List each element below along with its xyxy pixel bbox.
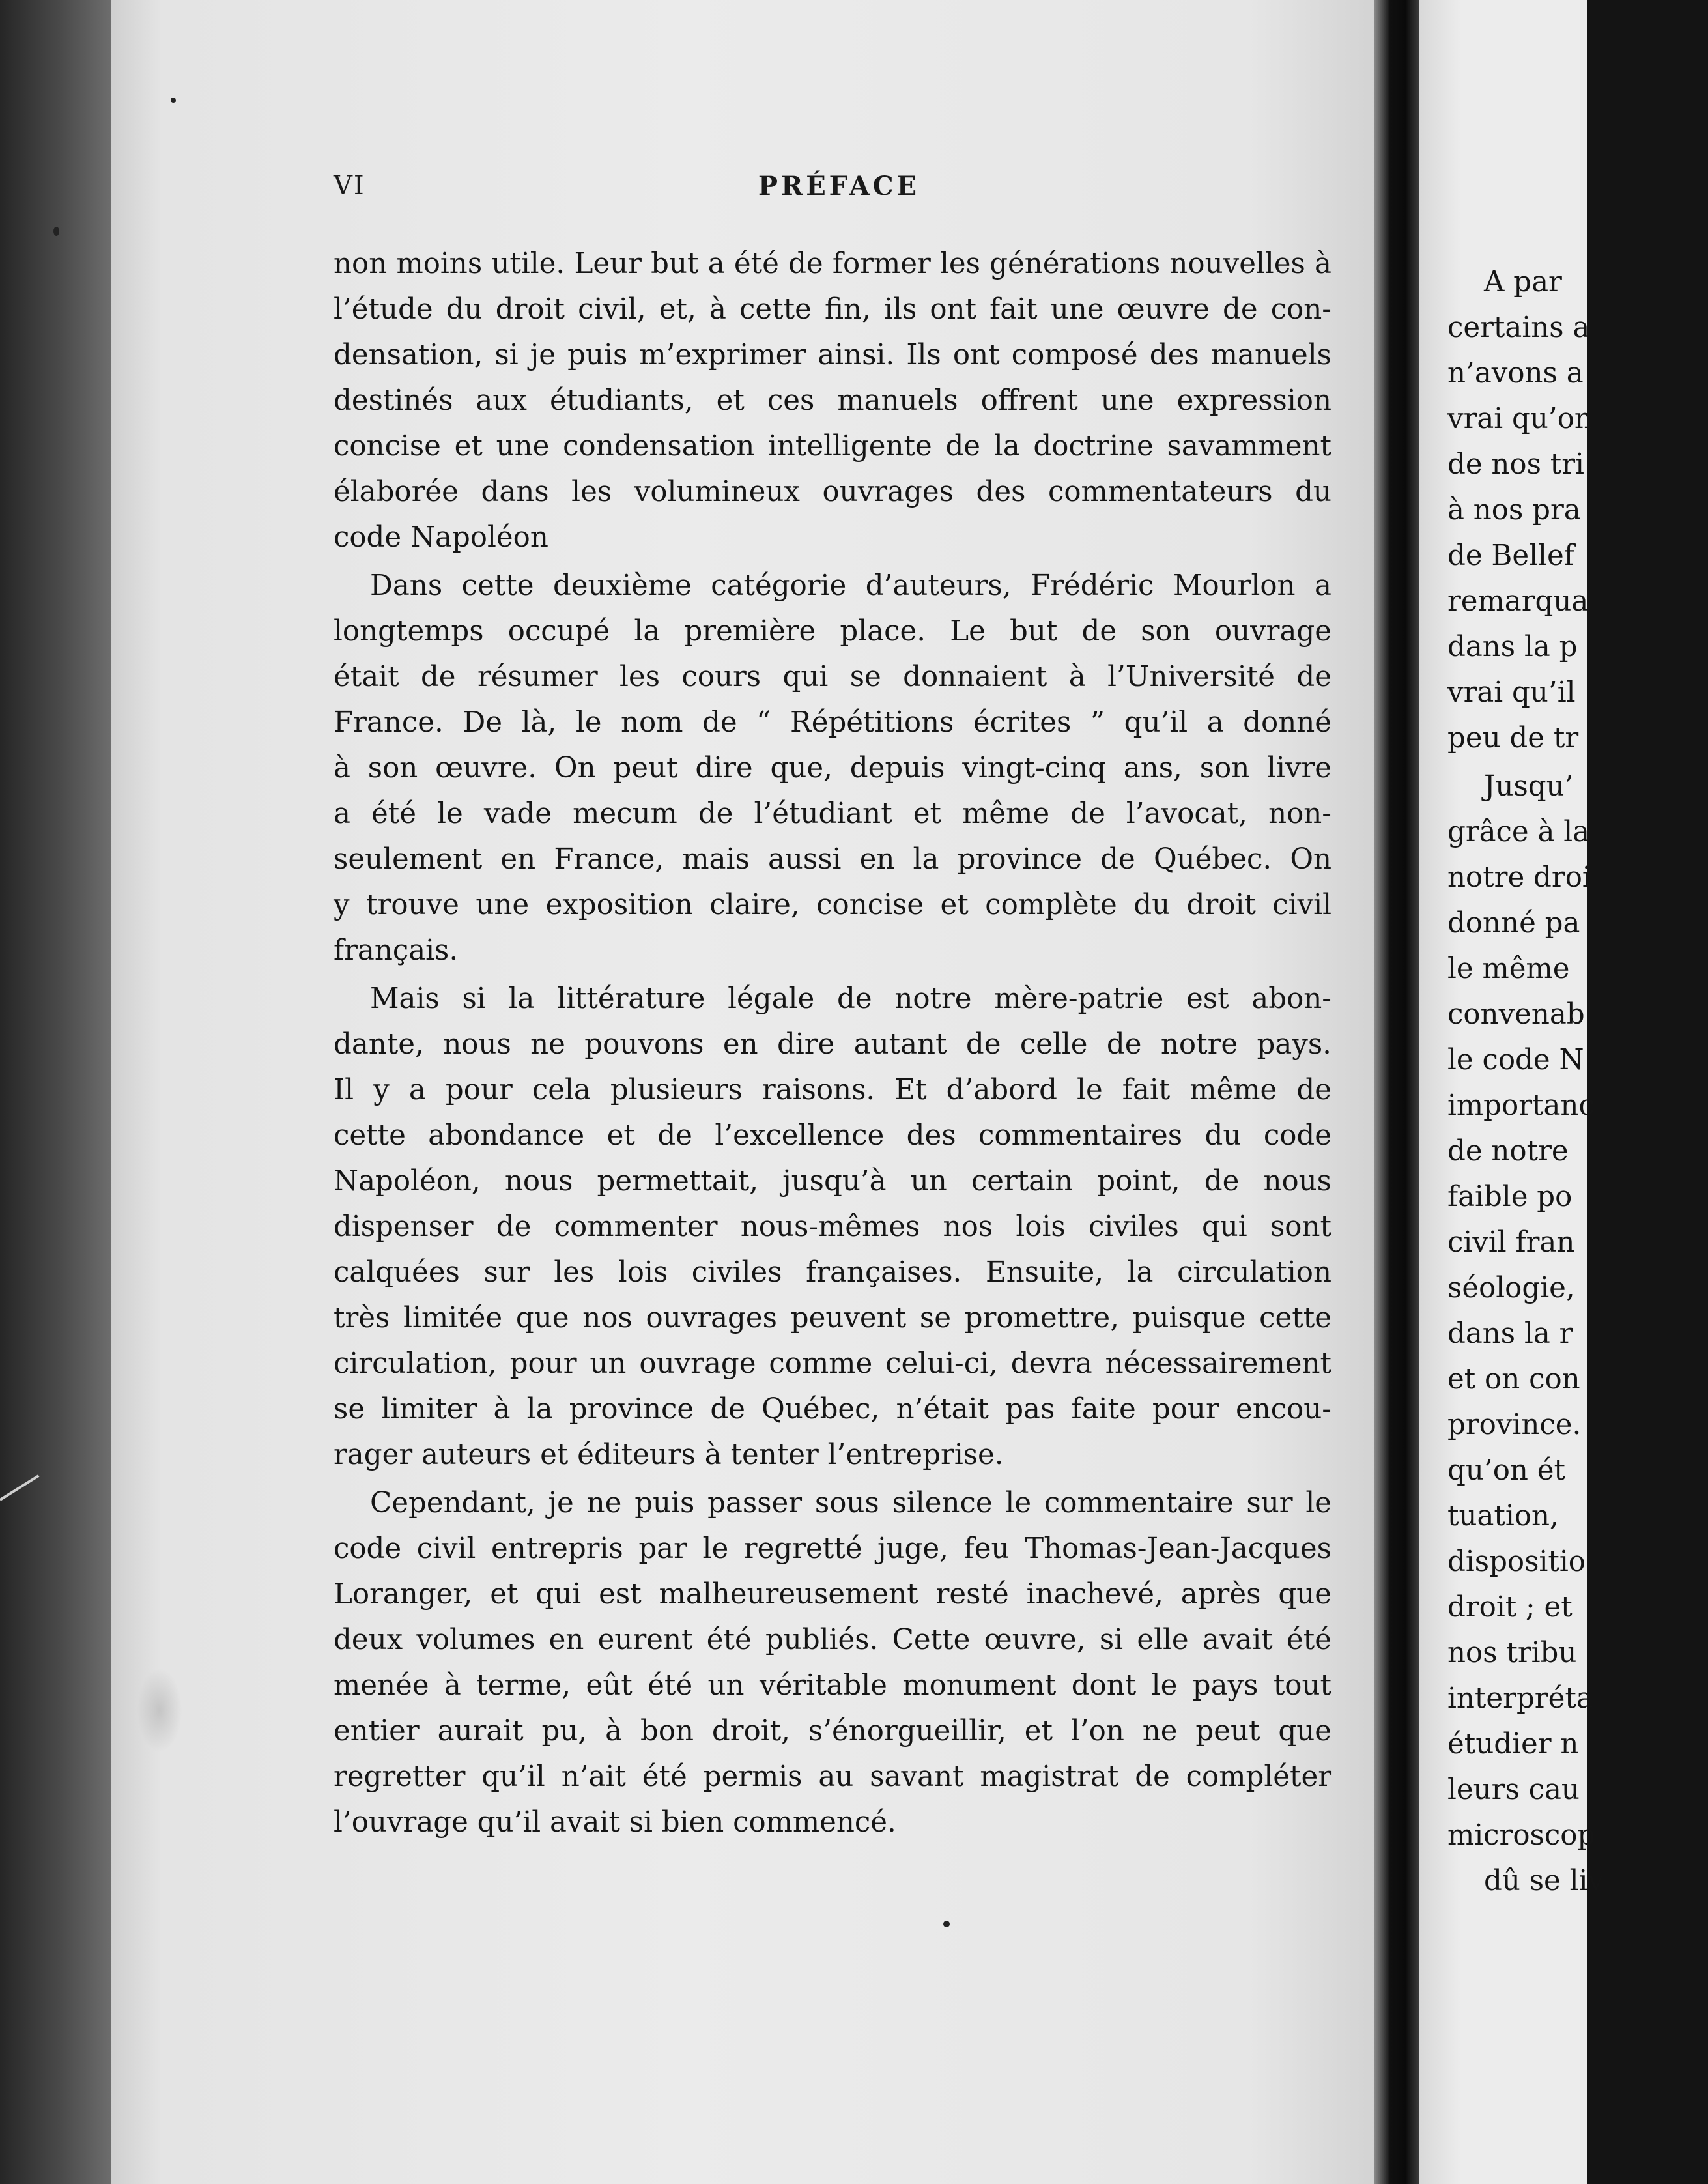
paragraph [334, 241, 1331, 560]
text-line: l’ouvrage qu’il avait si bien commencé. [334, 1806, 896, 1839]
ink-speck [53, 227, 59, 236]
facing-page-line: le même [1447, 953, 1570, 985]
facing-page-line: civil fran [1447, 1226, 1575, 1259]
text-line: rager auteurs et éditeurs à tenter l’entreprise. [334, 1439, 1004, 1471]
scan-left-margin [0, 0, 111, 2184]
facing-page-line: faible po [1447, 1181, 1573, 1213]
text-line: Cependant, je ne puis passer sous silence le commentaire sur le [370, 1487, 1331, 1519]
facing-page-line: certains a [1447, 311, 1590, 344]
paragraph [334, 1480, 1331, 1845]
facing-page-line: nos tribu [1447, 1637, 1577, 1669]
ink-speck [171, 98, 176, 103]
text-line: à son œuvre. On peut dire que, depuis vingt-cinq ans, son livre [334, 752, 1331, 784]
text-line: très limitée que nos ouvrages peuvent se promettre, puisque cette [334, 1302, 1331, 1334]
text-line: se limiter à la province de Québec, n’était pas faite pour encou- [334, 1393, 1331, 1426]
body-text [334, 241, 1331, 1848]
running-title: PRÉFACE [758, 171, 920, 201]
text-line: dante, nous ne pouvons en dire autant de celle de notre pays. [334, 1028, 1331, 1061]
text-line: circulation, pour un ouvrage comme celui-ci, devra nécessairement [334, 1347, 1331, 1380]
facing-page-line: importanc [1447, 1089, 1595, 1122]
text-line: deux volumes en eurent été publiés. Cette œuvre, si elle avait été [334, 1624, 1331, 1656]
book-gutter [1374, 0, 1419, 2184]
facing-page-line: grâce à la [1447, 816, 1590, 848]
facing-page-line: vrai qu’on [1447, 403, 1593, 435]
facing-page-line: notre droi [1447, 861, 1591, 894]
facing-page-line: n’avons a [1447, 357, 1584, 390]
text-line: Il y a pour cela plusieurs raisons. Et d’abord le fait même de [334, 1074, 1331, 1106]
text-line: seulement en France, mais aussi en la province de Québec. On [334, 843, 1331, 876]
facing-page-line: A par [1484, 266, 1562, 298]
text-line: Loranger, et qui est malheureusement resté inachevé, après que [334, 1578, 1331, 1611]
text-line: concise et une condensation intelligente de la doctrine savamment [334, 430, 1331, 463]
facing-page-line: à nos pra [1447, 494, 1581, 526]
text-line: français. [334, 934, 459, 967]
facing-page-line: microscop [1447, 1819, 1596, 1852]
facing-page-line: donné pa [1447, 907, 1580, 940]
facing-page-line: remarqua [1447, 585, 1589, 618]
text-line: y trouve une exposition claire, concise et complète du droit civil [334, 889, 1331, 921]
text-line: longtemps occupé la première place. Le but de son ouvrage [334, 615, 1331, 648]
facing-page-line: peu de tr [1447, 722, 1579, 754]
facing-page-line: de Bellef [1447, 539, 1574, 572]
facing-page-line: Jusqu’ [1484, 770, 1574, 803]
facing-page-line: qu’on ét [1447, 1454, 1565, 1487]
facing-page-text [1447, 259, 1708, 1904]
text-line: Dans cette deuxième catégorie d’auteurs, Frédéric Mourlon a [370, 569, 1331, 602]
facing-page-line: étudier n [1447, 1728, 1579, 1760]
facing-page-line: dispositio [1447, 1545, 1586, 1578]
text-line: menée à terme, eût été un véritable monument dont le pays tout [334, 1669, 1331, 1702]
facing-page-line: et on con [1447, 1363, 1580, 1396]
facing-page-line: vrai qu’il [1447, 676, 1576, 709]
text-line: code Napoléon [334, 521, 548, 554]
facing-page-line: interpréta [1447, 1682, 1593, 1715]
text-line: calquées sur les lois civiles françaises. Ensuite, la circulation [334, 1256, 1331, 1289]
paragraph [334, 976, 1331, 1478]
facing-page-line: dans la p [1447, 631, 1578, 663]
facing-page-line: de notre [1447, 1135, 1569, 1168]
facing-page-line: leurs cau [1447, 1774, 1580, 1806]
text-line: densation, si je puis m’exprimer ainsi. Ils ont composé des manuels [334, 339, 1331, 371]
facing-page-line: convenab [1447, 998, 1585, 1031]
facing-page-line: tuation, [1447, 1500, 1559, 1532]
text-line: était de résumer les cours qui se donnaient à l’Université de [334, 661, 1331, 693]
facing-page-line: de nos tri [1447, 448, 1584, 481]
page-number: VI [334, 171, 365, 201]
text-line: l’étude du droit civil, et, à cette fin, ils ont fait une œuvre de con- [334, 293, 1331, 326]
facing-page-line: dû se liv [1484, 1865, 1604, 1897]
text-line: élaborée dans les volumineux ouvrages des commentateurs du [334, 476, 1331, 508]
running-head [334, 171, 1345, 210]
text-line: destinés aux étudiants, et ces manuels offrent une expression [334, 384, 1331, 417]
facing-page-line: province. [1447, 1409, 1582, 1441]
facing-page-line: séologie, [1447, 1272, 1575, 1304]
text-line: France. De là, le nom de “ Répétitions écrites ” qu’il a donné [334, 706, 1331, 739]
text-line: dispenser de commenter nous-mêmes nos lois civiles qui sont [334, 1211, 1331, 1243]
facing-page-line: droit ; et [1447, 1591, 1573, 1624]
text-line: Napoléon, nous permettait, jusqu’à un certain point, de nous [334, 1165, 1331, 1198]
facing-page-line: le code N [1447, 1044, 1584, 1076]
text-line: entier aurait pu, à bon droit, s’énorgueillir, et l’on ne peut que [334, 1715, 1331, 1747]
text-line: code civil entrepris par le regretté juge, feu Thomas-Jean-Jacques [334, 1532, 1331, 1565]
text-line: a été le vade mecum de l’étudiant et même de l’avocat, non- [334, 797, 1331, 830]
page-smudge [137, 1668, 182, 1753]
paragraph [334, 563, 1331, 973]
text-line: non moins utile. Leur but a été de former les générations nouvelles à [334, 248, 1331, 280]
facing-page-line: dans la r [1447, 1317, 1573, 1350]
text-line: cette abondance et de l’excellence des commentaires du code [334, 1119, 1331, 1152]
text-line: Mais si la littérature légale de notre mère-patrie est abon- [370, 983, 1331, 1015]
text-line: regretter qu’il n’ait été permis au savant magistrat de compléter [334, 1760, 1331, 1793]
ink-speck [943, 1921, 950, 1927]
